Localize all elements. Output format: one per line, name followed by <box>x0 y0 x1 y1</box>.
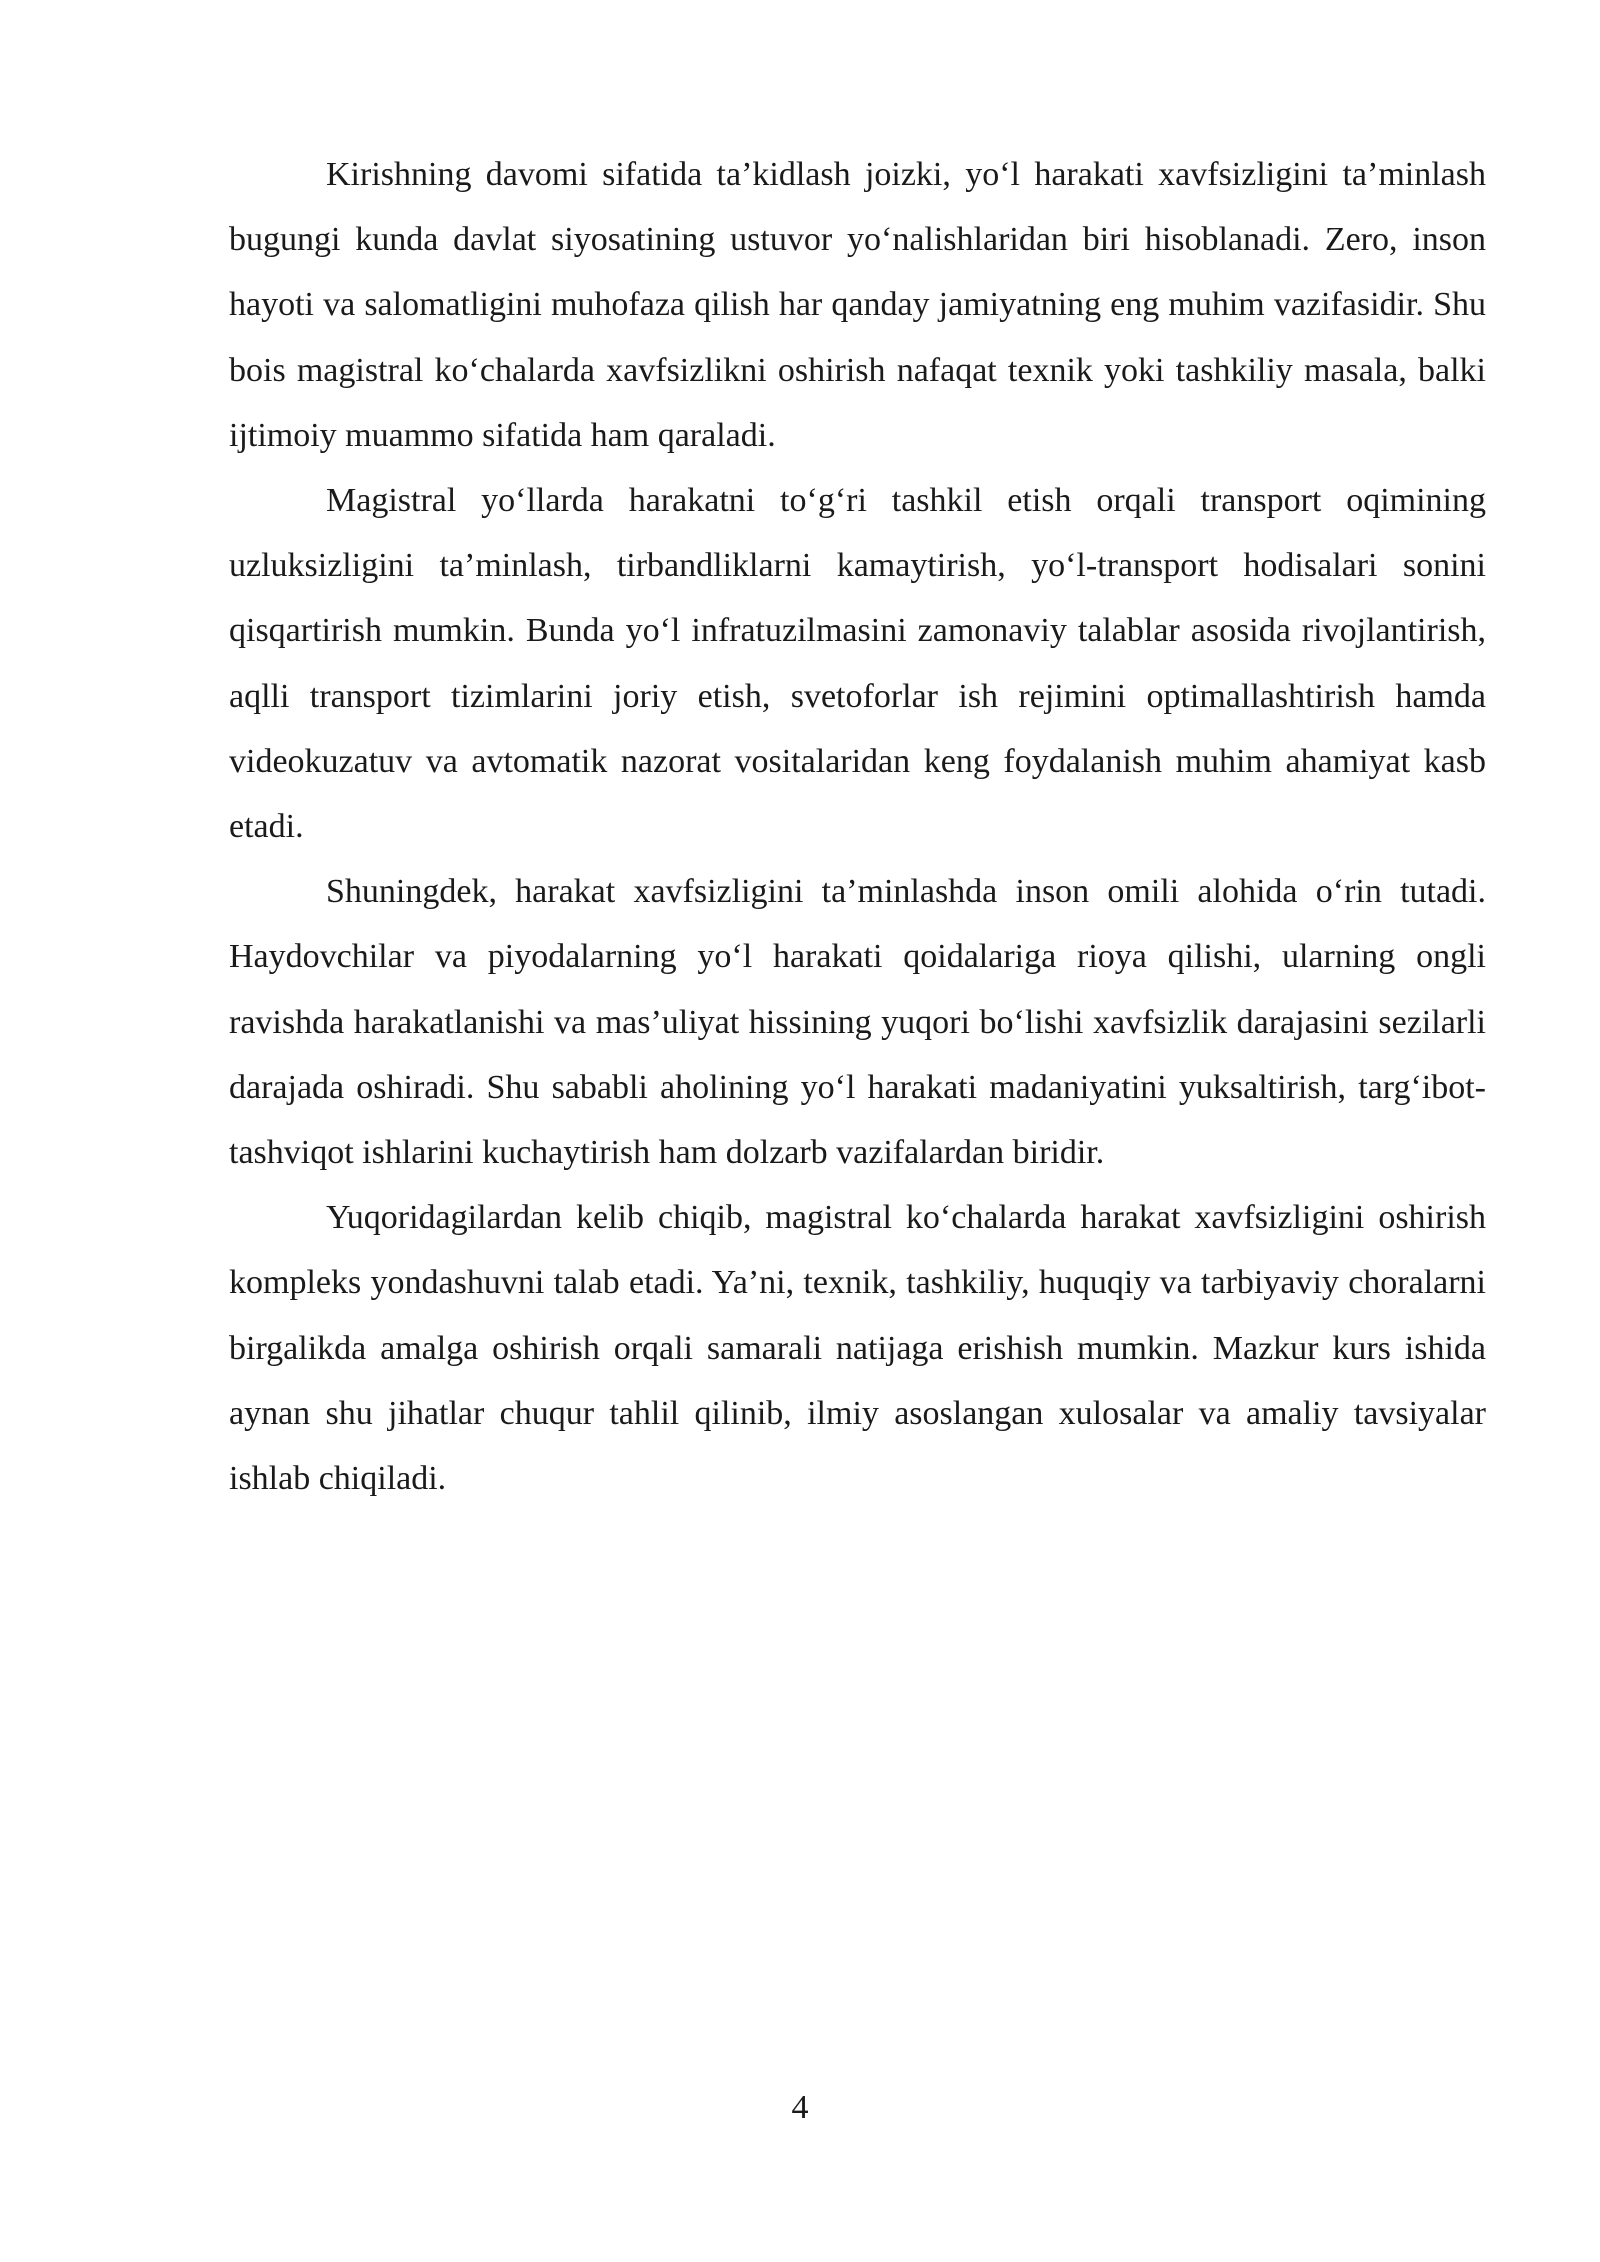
paragraph-4: Yuqoridagilardan kelib chiqib, magistral ko‘chalarda harakat xavfsizligini oshirish kompleks yondashuvni talab etadi. Ya’ni, texnik, tashkiliy, huquqiy va tarbiyaviy choralarni birgalikda amalga oshirish orqali samarali natijaga erishish mumkin. Mazkur kurs ishida aynan shu jihatlar chuqur tahlil qilinib, ilmiy asoslangan xulosalar va amaliy tavsiyalar ishlab chiqiladi. <box>229 1199 1486 1498</box>
paragraph-3: Shuningdek, harakat xavfsizligini ta’minlashda inson omili alohida o‘rin tutadi. Haydovchilar va piyodalarning yo‘l harakati qoidalariga rioya qilishi, ularning ongli ravishda harakatlanishi va mas’uliyat hissining yuqori bo‘lishi xavfsizlik darajasini sezilarli darajada oshiradi. Shu sababli aholining yo‘l harakati madaniyatini yuksaltirish, targ‘ibot-tashviqot ishlarini kuchaytirish ham dolzarb vazifalardan biridir. <box>229 873 1486 1172</box>
paragraph-1: Kirishning davomi sifatida ta’kidlash joizki, yo‘l harakati xavfsizligini ta’minlash bugungi kunda davlat siyosatining ustuvor yo‘nalishlaridan biri hisoblanadi. Zero, inson hayoti va salomatligini muhofaza qilish har qanday jamiyatning eng muhim vazifasidir. Shu bois magistral ko‘chalarda xavfsizlikni oshirish nafaqat texnik yoki tashkiliy masala, balki ijtimoiy muammo sifatida ham qaraladi. <box>229 156 1486 454</box>
body-text <box>229 142 1486 1511</box>
page-number: 4 <box>791 2089 809 2126</box>
paragraph-2: Magistral yo‘llarda harakatni to‘g‘ri tashkil etish orqali transport oqimining uzluksizligini ta’minlash, tirbandliklarni kamaytirish, yo‘l-transport hodisalari sonini qisqartirish mumkin. Bunda yo‘l infratuzilmasini zamonaviy talablar asosida rivojlantirish, aqlli transport tizimlarini joriy etish, svetoforlar ish rejimini optimallashtirish hamda videokuzatuv va avtomatik nazorat vositalaridan keng foydalanish muhim ahamiyat kasb etadi. <box>229 482 1486 846</box>
